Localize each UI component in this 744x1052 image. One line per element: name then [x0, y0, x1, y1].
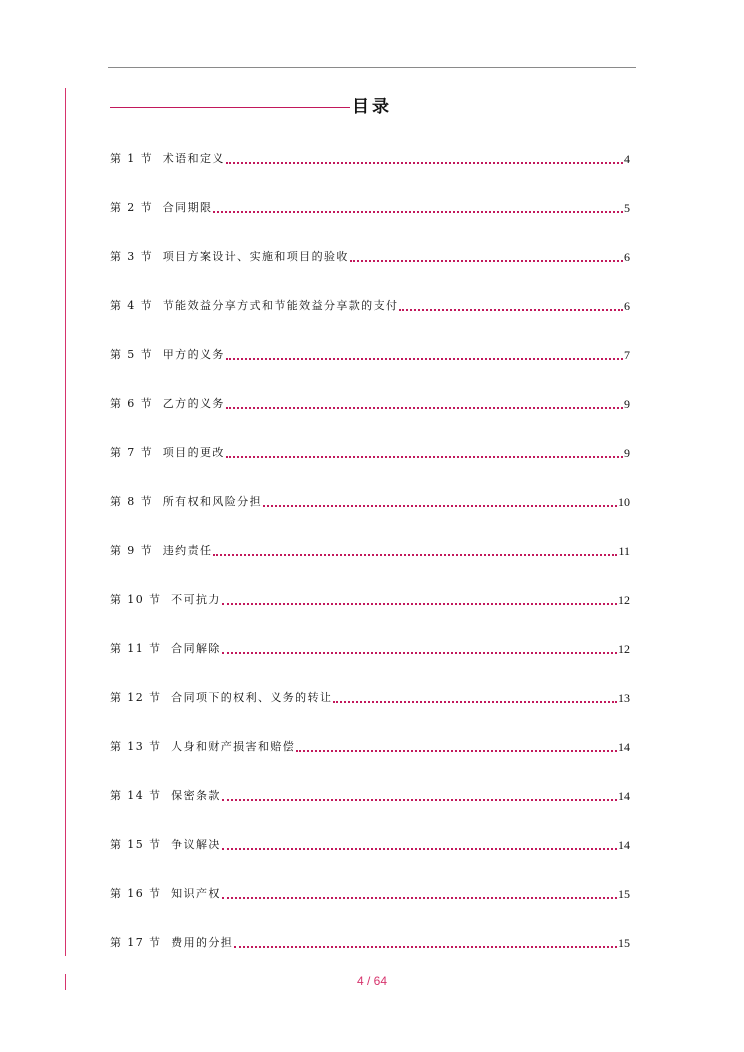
toc-leader-dots: [226, 346, 623, 360]
toc-leader-dots: [213, 199, 623, 213]
toc-page-number: 14: [618, 789, 630, 803]
toc-entry-label: 第 5 节 甲方的义务: [110, 348, 225, 361]
toc-entry[interactable]: [110, 395, 630, 444]
toc-leader-dots: [226, 150, 623, 164]
toc-leader-dots: [222, 885, 617, 899]
toc-entry-label: 第 6 节 乙方的义务: [110, 397, 225, 410]
toc-entry[interactable]: [110, 542, 630, 591]
toc-entry[interactable]: [110, 591, 630, 640]
toc-leader-dots: [222, 787, 617, 801]
toc-entry[interactable]: [110, 787, 630, 836]
toc-entry-label: 第 8 节 所有权和风险分担: [110, 495, 262, 508]
table-of-contents: [110, 150, 630, 983]
title-rule: [110, 107, 350, 108]
toc-page-number: 7: [624, 348, 630, 362]
toc-entry[interactable]: [110, 248, 630, 297]
toc-entry[interactable]: [110, 493, 630, 542]
page-footer: 4 / 64: [356, 974, 388, 988]
toc-page-number: 10: [618, 495, 630, 509]
toc-entry-label: 第 3 节 项目方案设计、实施和项目的验收: [110, 250, 349, 263]
toc-page-number: 12: [618, 642, 630, 656]
toc-entry-label: 第 1 节 术语和定义: [110, 152, 225, 165]
toc-entry-label: 第 11 节 合同解除: [110, 642, 221, 655]
toc-entry[interactable]: [110, 836, 630, 885]
toc-entry-label: 第 9 节 违约责任: [110, 544, 213, 557]
toc-page-number: 13: [618, 691, 630, 705]
toc-page-number: 15: [618, 936, 630, 950]
toc-page-number: 11: [618, 544, 630, 558]
toc-title: 目录: [352, 97, 392, 117]
toc-entry[interactable]: [110, 297, 630, 346]
toc-leader-dots: [213, 542, 617, 556]
toc-entry[interactable]: [110, 689, 630, 738]
toc-page-number: 14: [618, 838, 630, 852]
toc-page-number: 6: [624, 250, 630, 264]
toc-title-row: [110, 92, 400, 116]
toc-leader-dots: [263, 493, 617, 507]
toc-leader-dots: [296, 738, 617, 752]
toc-leader-dots: [333, 689, 617, 703]
toc-entry[interactable]: [110, 640, 630, 689]
toc-entry-label: 第 17 节 费用的分担: [110, 936, 234, 949]
toc-leader-dots: [350, 248, 623, 262]
toc-leader-dots: [222, 591, 617, 605]
toc-page-number: 9: [624, 397, 630, 411]
toc-page-number: 6: [624, 299, 630, 313]
toc-entry[interactable]: [110, 738, 630, 787]
toc-leader-dots: [226, 395, 623, 409]
toc-entry[interactable]: [110, 199, 630, 248]
toc-leader-dots: [226, 444, 623, 458]
toc-leader-dots: [222, 640, 617, 654]
toc-entry-label: 第 4 节 节能效益分享方式和节能效益分享款的支付: [110, 299, 399, 312]
toc-leader-dots: [222, 836, 617, 850]
toc-entry-label: 第 15 节 争议解决: [110, 838, 221, 851]
toc-entry-label: 第 16 节 知识产权: [110, 887, 221, 900]
toc-entry-label: 第 7 节 项目的更改: [110, 446, 225, 459]
toc-entry[interactable]: [110, 150, 630, 199]
toc-entry[interactable]: [110, 346, 630, 395]
toc-entry-label: 第 12 节 合同项下的权利、义务的转让: [110, 691, 333, 704]
toc-entry-label: 第 2 节 合同期限: [110, 201, 213, 214]
toc-entry-label: 第 14 节 保密条款: [110, 789, 221, 802]
margin-line: [65, 88, 66, 956]
toc-page-number: 14: [618, 740, 630, 754]
toc-entry-label: 第 10 节 不可抗力: [110, 593, 221, 606]
toc-leader-dots: [234, 934, 617, 948]
toc-page-number: 5: [624, 201, 630, 215]
toc-page-number: 4: [624, 152, 630, 166]
toc-entry[interactable]: [110, 444, 630, 493]
toc-entry[interactable]: [110, 885, 630, 934]
toc-page-number: 15: [618, 887, 630, 901]
header-rule: [108, 67, 636, 68]
toc-page-number: 12: [618, 593, 630, 607]
toc-entry-label: 第 13 节 人身和财产损害和赔偿: [110, 740, 296, 753]
toc-page-number: 9: [624, 446, 630, 460]
toc-leader-dots: [399, 297, 623, 311]
